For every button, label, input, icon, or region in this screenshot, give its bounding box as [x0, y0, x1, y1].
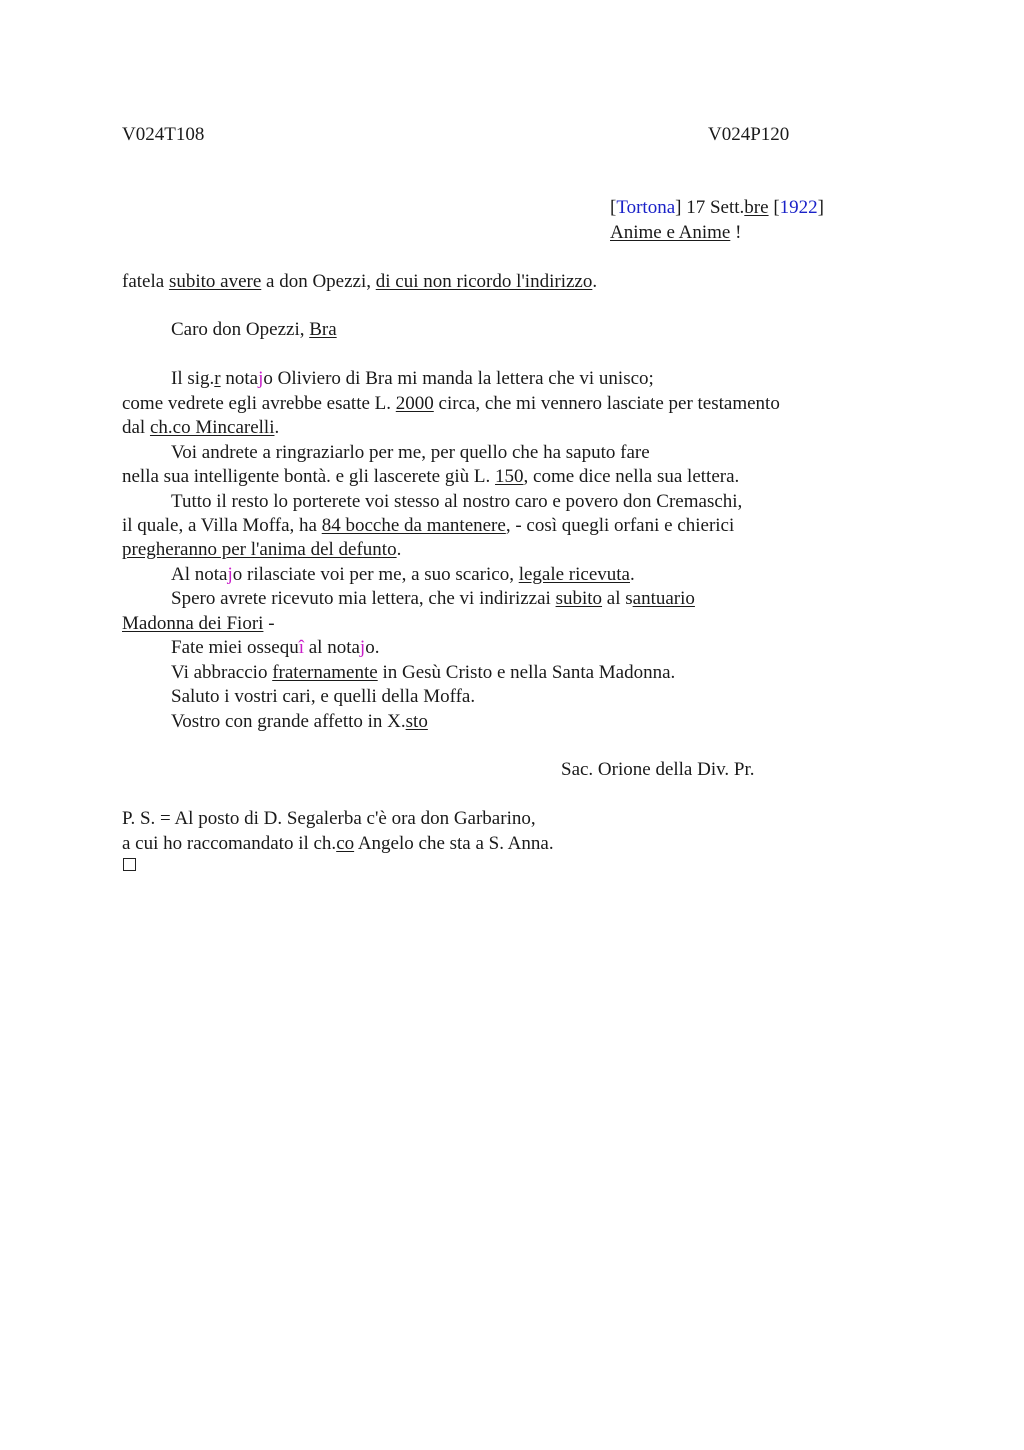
closing-line: Vostro con grande affetto in X.sto	[171, 711, 428, 732]
body-line: Tutto il resto lo porterete voi stesso al nostro caro e povero don Cremaschi,	[171, 491, 743, 512]
motto-tail: !	[735, 222, 742, 243]
year: 1922	[779, 197, 818, 218]
place: Tortona	[616, 197, 676, 218]
right-code: V024P120	[708, 124, 790, 145]
salutation: Caro don Opezzi, Bra	[171, 319, 337, 340]
date-bre: bre	[744, 197, 769, 218]
postscript-line: a cui ho raccomandato il ch.co Angelo che sta a S. Anna.	[122, 833, 554, 854]
postscript-line: P. S. = Al posto di D. Segalerba c'è ora don Garbarino,	[122, 808, 536, 829]
body-line: Vi abbraccio fraternamente in Gesù Cristo e nella Santa Madonna.	[171, 662, 676, 683]
body-line: Spero avrete ricevuto mia lettera, che vi indirizzai subito al santuario	[171, 588, 695, 609]
signature: Sac. Orione della Div. Pr.	[561, 759, 755, 780]
end-marker-box	[123, 858, 136, 871]
motto	[610, 221, 741, 245]
left-code: V024T108	[122, 124, 205, 145]
body-line: dal ch.co Mincarelli.	[122, 417, 280, 438]
body-line: come vedrete egli avrebbe esatte L. 2000 circa, che mi vennero lasciate per testamento	[122, 393, 780, 414]
intro-line: fatela subito avere a don Opezzi, di cui non ricordo l'indirizzo.	[122, 271, 598, 292]
body-line: Madonna dei Fiori -	[122, 613, 275, 634]
body-line: Saluto i vostri cari, e quelli della Moffa.	[171, 686, 476, 707]
motto-text: Anime e Anime	[610, 222, 731, 243]
body-line: Voi andrete a ringraziarlo per me, per quello che ha saputo fare	[171, 442, 650, 463]
body-line: pregheranno per l'anima del defunto.	[122, 539, 402, 560]
date: 17 Sett.	[686, 197, 745, 218]
body-line: Il sig.r notajo Oliviero di Bra mi manda la lettera che vi unisco;	[171, 368, 654, 389]
body-line: Al notajo rilasciate voi per me, a suo scarico, legale ricevuta.	[171, 564, 635, 585]
body-line: il quale, a Villa Moffa, ha 84 bocche da mantenere, - così quegli orfani e chierici	[122, 515, 735, 536]
dateline: [Tortona] 17 Sett.bre [1922]	[610, 197, 824, 218]
body-line: nella sua intelligente bontà. e gli lascerete giù L. 150, come dice nella sua lettera.	[122, 466, 740, 487]
body-line: Fate miei ossequî al notajo.	[171, 637, 380, 658]
